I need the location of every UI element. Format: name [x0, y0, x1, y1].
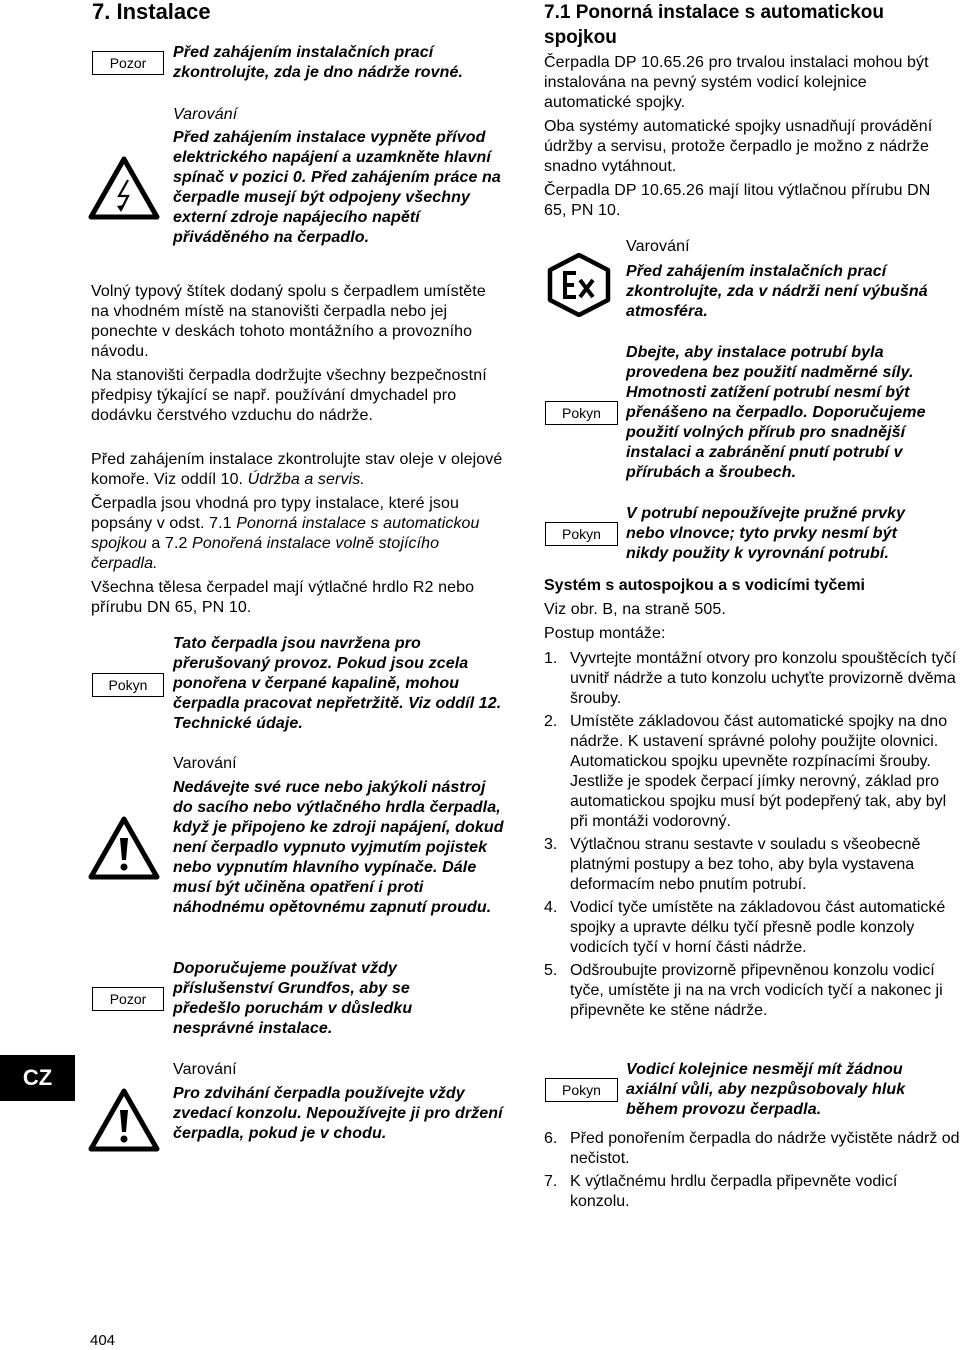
step-text: Před ponořením čerpadla do nádrže vyčistěte nádrž od nečistot. [570, 1130, 960, 1167]
procedure-step [544, 1172, 960, 1212]
paragraph-pump-housing: Všechna tělesa čerpadel mají výtlačné hrdlo R2 nebo přírubu DN 65, PN 10. [91, 579, 475, 616]
paragraph-oil [91, 450, 506, 490]
warning-title: Varování [173, 755, 237, 772]
paragraph-install-types [91, 494, 506, 574]
step-number: 5. [544, 962, 558, 979]
procedure-step [544, 835, 960, 895]
step-number: 4. [544, 899, 558, 916]
step-number: 1. [544, 650, 558, 667]
pozor-label: Pozor [92, 987, 164, 1011]
page-number: 404 [90, 1332, 116, 1349]
procedure-step [544, 898, 960, 958]
procedure-step [544, 649, 960, 709]
warning-title: Varování [173, 1061, 237, 1078]
step-text: K výtlačnému hrdlu čerpadla připevněte vodicí konzolu. [570, 1173, 898, 1210]
step-text: Umístěte základovou část automatické spojky na dno nádrže. K ustavení správné polohy použijte olovnici. Automatickou spojku upevněte rozpínacími šrouby. Jestliže je spodek čerpací jímky nerovný, základ pro automatickou spojku musí být podepřený tak, aby byl při montáži vodorovný. [570, 713, 948, 830]
paragraph-types-and: a 7.2 [146, 535, 193, 552]
link-section-7-2[interactable]: Ponořená instalace volně stojícího čerpadla. [91, 535, 440, 572]
subheading-guide-rails: Systém s autospojkou a s vodicími tyčemi [544, 577, 865, 594]
pokyn-label: Pokyn [545, 401, 618, 425]
paragraph-flange: Čerpadla DP 10.65.26 mají litou výtlačnou přírubu DN 65, PN 10. [544, 182, 931, 219]
pokyn-note-rails: Vodicí kolejnice nesmějí mít žádnou axiální vůli, aby nezpůsobovaly hluk během provozu čerpadla. [626, 1061, 906, 1118]
paragraph-nameplate: Volný typový štítek dodaný spolu s čerpadlem umístěte na vhodném místě na stanovišti čerpadla nebo jej ponechte v deskách tohoto montážního a provozního návodu. [91, 283, 486, 360]
exclamation-warning-icon [88, 816, 160, 880]
warning-text-lifting: Pro zdvihání čerpadla používejte vždy zvedací konzolu. Nepoužívejte ji pro držení čerpadla, pokud je v chodu. [173, 1085, 503, 1142]
paragraph-permanent: Čerpadla DP 10.65.26 pro trvalou instalaci mohou být instalována na pevný systém vodicí kolejnice automatické spojky. [544, 54, 929, 111]
paragraph-types-text: Čerpadla jsou vhodná pro typy instalace, které jsou popsány v odst. 7.1 [91, 495, 459, 532]
section-title-installation: 7. Instalace [92, 0, 211, 24]
warning-text-hands: Nedávejte své ruce nebo jakýkoli nástroj do sacího nebo výtlačného hrdla čerpadla, když je připojeno ke zdroji napájení, dokud není čerpadlo vypnuto vyjmutím pojistek nebo vypnutím hlavního vypínače. Dále musí být učiněna opatření i proti náhodnému opětovnému zapnutí proudu. [173, 779, 504, 916]
step-text: Výtlačnou stranu sestavte v souladu s všeobecně platnými postupy a bez toho, aby byla vystavena deformacím nebo pnutím potrubí. [570, 836, 921, 893]
link-maintenance[interactable]: Údržba a servis. [247, 471, 365, 488]
step-text: Vyvrtejte montážní otvory pro konzolu spouštěcích tyčí uvnitř nádrže a tuto konzolu uchyťte provizorně dvěma šrouby. [570, 650, 957, 707]
exclamation-warning-icon [88, 1088, 160, 1152]
procedure-step [544, 712, 960, 832]
pokyn-note-text: Tato čerpadla jsou navržena pro přerušovaný provoz. Pokud jsou zcela ponořena v čerpané kapalině, mohou čerpadla pracovat nepřetržitě. Viz oddíl 12. Technické údaje. [173, 635, 502, 732]
pozor-label: Pozor [92, 51, 164, 75]
procedure-steps-continued [544, 1129, 960, 1215]
pokyn-label: Pokyn [545, 522, 618, 546]
procedure-label: Postup montáže: [544, 625, 666, 642]
pokyn-label: Pokyn [92, 673, 164, 697]
pozor-note-text: Doporučujeme používat vždy příslušenství Grundfos, aby se předešlo poruchám v důsledku nesprávné instalace. [173, 960, 413, 1037]
procedure-step [544, 961, 960, 1021]
step-text: Odšroubujte provizorně připevněnou konzolu vodicí tyče, umístěte ji na na vrch vodicích tyčí a nakonec ji připevněte ke stěne nádrže. [570, 962, 943, 1019]
paragraph-safety: Na stanovišti čerpadla dodržujte všechny bezpečnostní předpisy týkající se např. používání dmychadel pro dodávku čerstvého vzduchu do nádrže. [91, 367, 487, 424]
pokyn-label: Pokyn [545, 1078, 618, 1102]
step-number: 6. [544, 1130, 558, 1147]
section-title-7-1: 7.1 Ponorná instalace s automatickou spojkou [544, 2, 884, 48]
warning-text-explosive: Před zahájením instalačních prací zkontrolujte, zda v nádrži není výbušná atmosféra. [626, 263, 928, 320]
pokyn-note-piping: Dbejte, aby instalace potrubí byla provedena bez použití nadměrné síly. Hmotnosti zatížení potrubí nesmí být přenášeno na čerpadlo. Doporučujeme použití volných přírub pro snadnější instalaci a zabránění pnutí potrubí v přírubách a šroubech. [626, 344, 926, 481]
warning-text-power: Před zahájením instalace vypněte přívod elektrického napájení a uzamkněte hlavní spínač v pozici 0. Před zahájením práce na čerpadle musejí být odpojeny všechny externí zdroje napájecího napětí přiváděného na čerpadlo. [173, 129, 501, 246]
procedure-step [544, 1129, 960, 1169]
step-number: 2. [544, 713, 558, 730]
procedure-steps [544, 649, 960, 1024]
language-tab: CZ [0, 1055, 75, 1101]
paragraph-auto-coupling: Oba systémy automatické spojky usnadňují provádění údržby a servisu, protože čerpadlo je možno z nádrže snadno vytáhnout. [544, 118, 933, 175]
paragraph-oil-text: Před zahájením instalace zkontrolujte stav oleje v olejové komoře. Viz oddíl 10. [91, 451, 503, 488]
ex-explosion-icon [547, 253, 611, 317]
warning-title: Varování [626, 238, 690, 255]
step-number: 3. [544, 836, 558, 853]
link-section-7-1[interactable]: Ponorná instalace s automatickou spojkou [91, 515, 480, 552]
step-text: Vodicí tyče umístěte na základovou část automatické spojky a upravte délku tyčí přesně podle konzoly vodicích tyčí v horní části nádrže. [570, 899, 946, 956]
pokyn-note-bellows: V potrubí nepoužívejte pružné prvky nebo vlnovce; tyto prvky nesmí být nikdy použity k vyrovnání potrubí. [626, 505, 906, 562]
electric-hazard-icon [88, 156, 160, 220]
pozor-note-text: Před zahájením instalačních prací zkontrolujte, zda je dno nádrže rovné. [173, 44, 464, 81]
figure-reference[interactable]: Viz obr. B, na straně 505. [544, 601, 726, 618]
warning-title: Varování [173, 106, 238, 123]
step-number: 7. [544, 1173, 558, 1190]
